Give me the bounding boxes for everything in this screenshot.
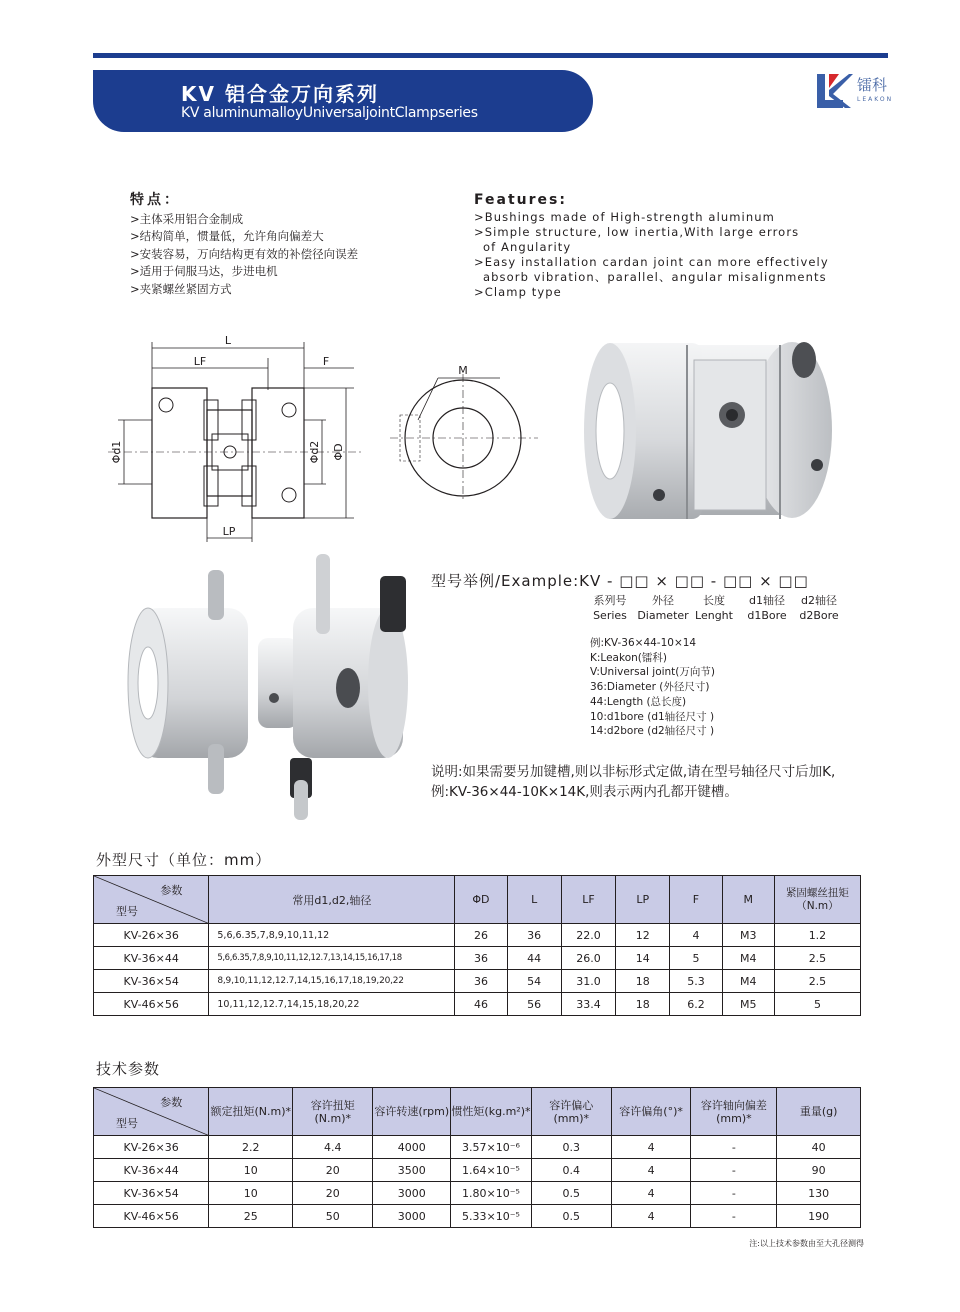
leakon-logo (815, 70, 895, 114)
diag-header-param: 参数 (160, 884, 183, 897)
cell: 4.4 (293, 1136, 373, 1159)
cell: 0.3 (531, 1136, 611, 1159)
cell: 20 (293, 1182, 373, 1205)
cell: - (691, 1136, 777, 1159)
remark-line: 例:KV-36×44-10K×14K,则表示两内孔都开键槽。 (431, 784, 738, 800)
cell: 5,6,6.35,7,8,9,10,11,12 (209, 924, 455, 947)
table-row (94, 924, 861, 947)
col-header: L (507, 876, 561, 924)
cell: 4 (611, 1205, 691, 1228)
cell: 22.0 (561, 924, 615, 947)
features-en (474, 193, 829, 300)
cell: 20 (293, 1159, 373, 1182)
cell: 2.5 (774, 970, 860, 993)
cell: KV-36×44 (94, 947, 209, 970)
cell: KV-26×36 (94, 1136, 209, 1159)
col-header: ΦD (455, 876, 507, 924)
coupling-photo (582, 325, 844, 537)
table-row (94, 1205, 861, 1228)
features-cn-heading: 特点： (130, 192, 181, 208)
col-header: 惯性矩(kg.m²)* (451, 1088, 532, 1136)
diag-line (94, 1088, 210, 1136)
cell: 130 (777, 1182, 861, 1205)
cell: 8,9,10,11,12,12.7,14,15,16,17,18,19,20,22 (209, 970, 455, 993)
cell: M3 (722, 924, 774, 947)
technical-table (93, 1087, 861, 1228)
example-label-cn: 系列号 (593, 594, 627, 607)
technical-title: 技术参数 (96, 1060, 161, 1078)
cell: 40 (777, 1136, 861, 1159)
diag-header-model: 型号 (116, 905, 138, 918)
example-note: 例:KV-36×44-10×14 (590, 637, 697, 649)
feature-en-item: >Clamp type (474, 285, 562, 299)
cell: 26 (455, 924, 507, 947)
cell: KV-36×44 (94, 1159, 209, 1182)
col-header: 额定扭矩(N.m)* (209, 1088, 293, 1136)
cell: 44 (507, 947, 561, 970)
example-label-d1bore (742, 593, 792, 623)
feature-cn-item: >主体采用铝合金制成 (130, 211, 244, 226)
cell: 36 (455, 970, 507, 993)
cell: KV-36×54 (94, 1182, 209, 1205)
col-header: F (670, 876, 722, 924)
cell: 46 (455, 993, 507, 1016)
table-row (94, 993, 861, 1016)
label-LF: LF (193, 355, 207, 368)
cell: 12 (616, 924, 670, 947)
cell: 26.0 (561, 947, 615, 970)
example-note: 36:Diameter (外径尺寸) (590, 681, 710, 694)
cell: 5 (670, 947, 722, 970)
features-en-heading: Features: (474, 192, 567, 208)
example-label-cn: 外径 (652, 594, 674, 607)
example-label-en: d2Bore (799, 609, 839, 622)
label-D: ΦD (332, 443, 345, 461)
col-header: 容许轴向偏差(mm)* (691, 1088, 777, 1136)
cell: 5.3 (670, 970, 722, 993)
feature-cn-item: >安装容易，万向结构更有效的补偿径向误差 (130, 246, 359, 261)
table-row (94, 970, 861, 993)
diag-header-param: 参数 (160, 1096, 183, 1109)
example-note: V:Universal joint(万向节) (590, 666, 715, 679)
label-F: F (322, 355, 330, 368)
cell: M4 (722, 947, 774, 970)
diag-header-cell (94, 1088, 209, 1136)
brand-name-cn: 镭科 (857, 76, 888, 94)
example-label-length (692, 593, 736, 623)
example-label-cn: 长度 (703, 594, 725, 607)
example-label-en: Lenght (695, 609, 733, 622)
example-note: K:Leakon(镭科) (590, 651, 667, 664)
cell: 1.80×10⁻⁵ (451, 1182, 532, 1205)
col-header: 容许扭矩(N.m)* (293, 1088, 373, 1136)
cell: 50 (293, 1205, 373, 1228)
example-label-en: Series (593, 609, 627, 622)
cell: 5.33×10⁻⁵ (451, 1205, 532, 1228)
cell: M5 (722, 993, 774, 1016)
col-header: 紧固螺丝扭矩（N.m） (774, 876, 860, 924)
page-title: KV 铝合金万向系列 (181, 82, 379, 106)
front-view-drawing (390, 360, 540, 510)
model-example-heading: 型号举例/Example:KV - □□ × □□ - □□ × □□ (431, 572, 809, 590)
col-header: 容许转速(rpm) (373, 1088, 451, 1136)
cell: - (691, 1159, 777, 1182)
exploded-photo (118, 548, 418, 823)
feature-en-item: >Easy installation cardan joint can more effectively (474, 255, 829, 269)
cell: 33.4 (561, 993, 615, 1016)
feature-en-item: >Simple structure, low inertia,With large errors (474, 225, 800, 239)
cell: 5 (774, 993, 860, 1016)
cell: 5,6,6.35,7,8,9,10,11,12,12.7,13,14,15,16,17,18 (209, 947, 455, 970)
side-view-drawing (108, 330, 363, 545)
cell: 4000 (373, 1136, 451, 1159)
cell: - (691, 1182, 777, 1205)
cell: 3.57×10⁻⁶ (451, 1136, 532, 1159)
example-label-d2bore (794, 593, 844, 623)
example-note: 10:d1bore (d1轴径尺寸 ) (590, 710, 715, 723)
example-label-en: d1Bore (747, 609, 787, 622)
feature-en-item: of Angularity (483, 240, 572, 254)
diag-line (94, 876, 210, 924)
cell: 56 (507, 993, 561, 1016)
cell: - (691, 1205, 777, 1228)
feature-cn-item: >夹紧螺丝紧固方式 (130, 281, 232, 296)
cell: KV-46×56 (94, 993, 209, 1016)
col-header: LF (561, 876, 615, 924)
col-header: LP (616, 876, 670, 924)
cell: 0.4 (531, 1159, 611, 1182)
col-header: 常用d1,d2,轴径 (209, 876, 455, 924)
cell: 0.5 (531, 1205, 611, 1228)
label-d1: Φd1 (110, 440, 123, 464)
diag-header-cell (94, 876, 209, 924)
example-label-series (588, 593, 632, 623)
label-M: M (458, 364, 468, 377)
dimensions-table (93, 875, 861, 1016)
example-note: 14:d2bore (d2轴径尺寸 ) (590, 725, 715, 738)
cell: 1.2 (774, 924, 860, 947)
label-d2: Φd2 (308, 440, 321, 464)
cell: 10 (209, 1182, 293, 1205)
col-header: M (722, 876, 774, 924)
cell: 10,11,12,12.7,14,15,18,20,22 (209, 993, 455, 1016)
cell: 1.64×10⁻⁵ (451, 1159, 532, 1182)
table-row (94, 1182, 861, 1205)
cell: M4 (722, 970, 774, 993)
label-L: L (224, 334, 232, 347)
dimensions-title: 外型尺寸（单位：mm） (96, 851, 272, 869)
cell: 4 (611, 1159, 691, 1182)
feature-en-item: >Bushings made of High-strength aluminum (474, 210, 775, 224)
col-header: 重量(g) (777, 1088, 861, 1136)
col-header: 容许偏心(mm)* (531, 1088, 611, 1136)
page-subtitle: KV aluminumalloyUniversaljointClampseries (181, 105, 478, 121)
table-row (94, 1136, 861, 1159)
cell: 4 (611, 1136, 691, 1159)
top-rule (93, 53, 888, 58)
cell: 2.5 (774, 947, 860, 970)
cell: 18 (616, 993, 670, 1016)
cell: 3000 (373, 1182, 451, 1205)
table-row (94, 1159, 861, 1182)
example-notes (590, 636, 715, 739)
cell: 6.2 (670, 993, 722, 1016)
cell: 3000 (373, 1205, 451, 1228)
cell: 4 (670, 924, 722, 947)
brand-name-en: LEAKON (857, 96, 894, 103)
cell: 10 (209, 1159, 293, 1182)
example-label-diameter (634, 593, 692, 623)
cell: 90 (777, 1159, 861, 1182)
cell: 14 (616, 947, 670, 970)
cell: 36 (455, 947, 507, 970)
footnote: 注:以上技术参数由至大孔径测得 (749, 1239, 864, 1248)
example-label-cn: d2轴径 (801, 594, 837, 607)
label-LP: LP (222, 525, 236, 538)
cell: 2.2 (209, 1136, 293, 1159)
example-label-cn: d1轴径 (749, 594, 785, 607)
diag-header-model: 型号 (116, 1117, 138, 1130)
cell: 54 (507, 970, 561, 993)
cell: KV-36×54 (94, 970, 209, 993)
cell: 36 (507, 924, 561, 947)
cell: 3500 (373, 1159, 451, 1182)
cell: 4 (611, 1182, 691, 1205)
features-cn (130, 192, 358, 298)
example-note: 44:Length (总长度) (590, 695, 687, 708)
col-header: 容许偏角(°)* (611, 1088, 691, 1136)
example-label-en: Diameter (637, 609, 689, 622)
feature-en-item: absorb vibration、parallel、angular misalignments (483, 270, 827, 284)
keyway-remark (431, 762, 835, 802)
cell: 25 (209, 1205, 293, 1228)
table-row (94, 947, 861, 970)
cell: KV-26×36 (94, 924, 209, 947)
cell: 31.0 (561, 970, 615, 993)
feature-cn-item: >结构简单，惯量低，允许角向偏差大 (130, 229, 324, 243)
logo-mark (815, 70, 855, 114)
remark-line: 说明:如果需要另加键槽,则以非标形式定做,请在型号轴径尺寸后加K, (431, 764, 836, 780)
title-banner (93, 70, 593, 132)
cell: 190 (777, 1205, 861, 1228)
feature-cn-item: >适用于伺服马达，步进电机 (130, 264, 278, 278)
cell: 0.5 (531, 1182, 611, 1205)
cell: KV-46×56 (94, 1205, 209, 1228)
cell: 18 (616, 970, 670, 993)
